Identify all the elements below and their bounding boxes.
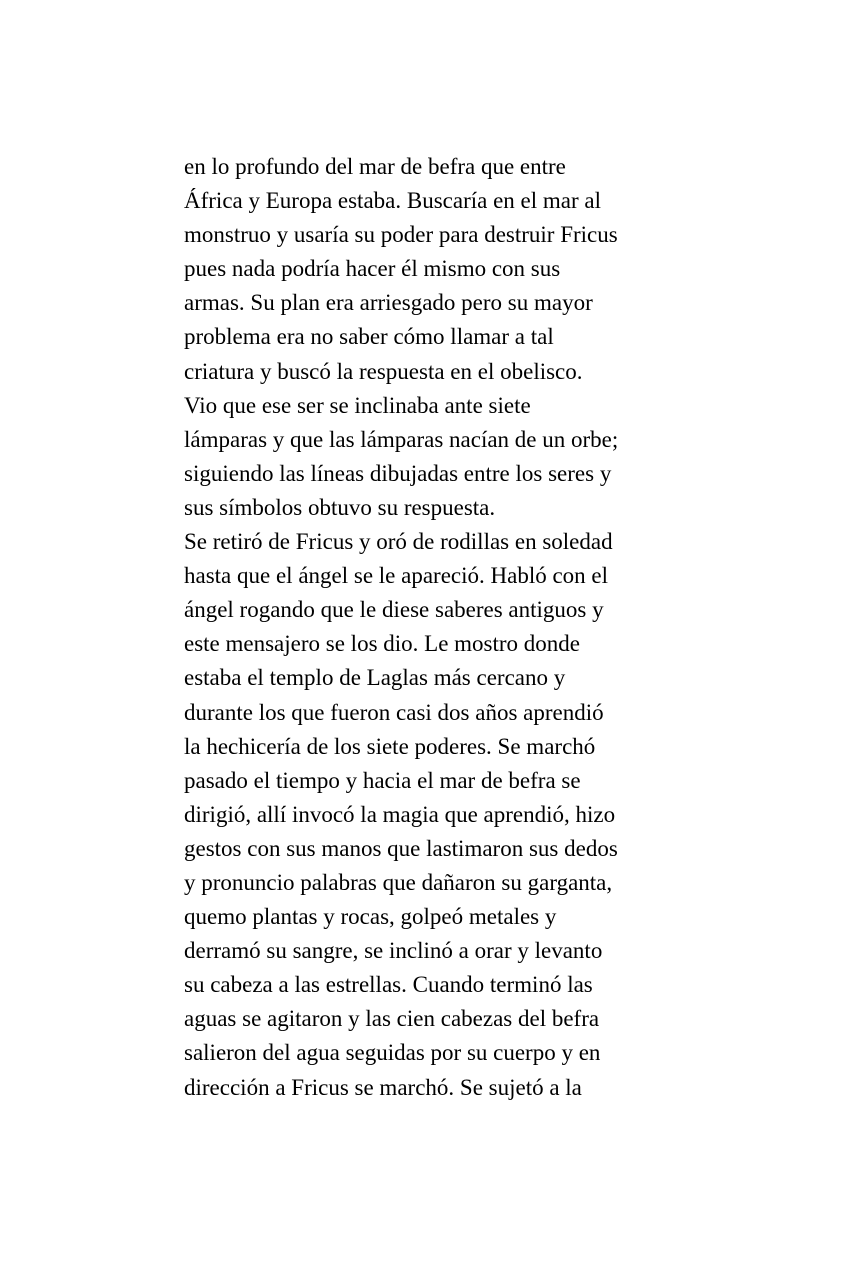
text-line: criatura y buscó la respuesta en el obelisco. — [184, 358, 583, 384]
text-line: dirigió, allí invocó la magia que aprendió, hizo — [184, 801, 616, 827]
text-line: gestos con sus manos que lastimaron sus dedos — [184, 835, 618, 861]
text-line: derramó su sangre, se inclinó a orar y levanto — [184, 938, 603, 964]
text-line: estaba el templo de Laglas más cercano y — [184, 665, 566, 691]
text-line: siguiendo las líneas dibujadas entre los seres y — [184, 460, 612, 486]
text-line: su cabeza a las estrellas. Cuando terminó las — [184, 972, 593, 998]
text-line: Se retiró de Fricus y oró de rodillas en soledad — [184, 529, 613, 555]
text-line: pues nada podría hacer él mismo con sus — [184, 256, 561, 282]
text-line: quemo plantas y rocas, golpeó metales y — [184, 904, 557, 930]
text-line: salieron del agua seguidas por su cuerpo y en — [184, 1040, 601, 1066]
text-line: Vio que ese ser se inclinaba ante siete — [184, 392, 531, 418]
text-line: este mensajero se los dio. Le mostro donde — [184, 631, 581, 657]
text-line: ángel rogando que le diese saberes antiguos y — [184, 597, 604, 623]
text-line: dirección a Fricus se marchó. Se sujetó a la — [184, 1074, 582, 1100]
text-line: problema era no saber cómo llamar a tal — [184, 324, 554, 350]
text-line: en lo profundo del mar de befra que entre — [184, 154, 566, 179]
text-line: lámparas y que las lámparas nacían de un orbe; — [184, 426, 619, 452]
text-line: y pronuncio palabras que dañaron su garganta, — [184, 869, 613, 895]
text-line: hasta que el ángel se le apareció. Habló con el — [184, 563, 609, 589]
body-text — [184, 150, 684, 1105]
text-line: armas. Su plan era arriesgado pero su mayor — [184, 290, 593, 316]
text-line: monstruo y usaría su poder para destruir Fricus — [184, 222, 618, 248]
text-line: África y Europa estaba. Buscaría en el mar al — [184, 188, 601, 214]
text-line: sus símbolos obtuvo su respuesta. — [184, 494, 496, 520]
text-line: pasado el tiempo y hacia el mar de befra se — [184, 767, 581, 793]
text-line: durante los que fueron casi dos años aprendió — [184, 699, 604, 725]
text-line: la hechicería de los siete poderes. Se marchó — [184, 733, 596, 759]
text-line: aguas se agitaron y las cien cabezas del befra — [184, 1006, 600, 1032]
